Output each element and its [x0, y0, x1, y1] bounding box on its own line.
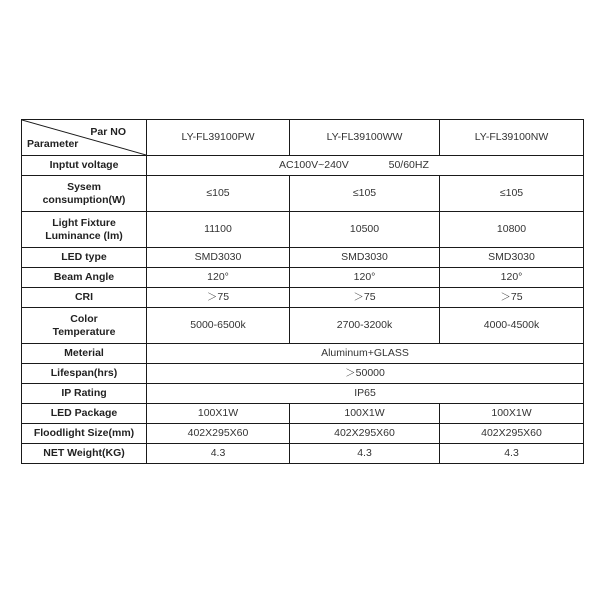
voltage-range: AC100V~240V [279, 159, 349, 171]
param-cri: CRI [22, 288, 147, 308]
table-row [22, 268, 584, 288]
table-row [22, 444, 584, 464]
param-system-consumption: Sysem consumption(W) [22, 176, 147, 212]
spec-sheet [21, 119, 583, 464]
model-header-ww: LY-FL39100WW [290, 120, 440, 156]
table-cell: 120° [147, 268, 290, 288]
lifespan-value: ＞50000 [147, 364, 584, 384]
table-cell: ≤105 [290, 176, 440, 212]
table-cell: 100X1W [290, 404, 440, 424]
table-cell: SMD3030 [440, 248, 584, 268]
param-floodlight-size: Floodlight Size(mm) [22, 424, 147, 444]
table-row [22, 404, 584, 424]
table-cell: 402X295X60 [290, 424, 440, 444]
param-beam-angle: Beam Angle [22, 268, 147, 288]
header-no-label: Par NO [90, 126, 126, 138]
table-cell: 120° [290, 268, 440, 288]
header-diagonal-cell [22, 120, 147, 156]
table-row [22, 424, 584, 444]
table-row [22, 384, 584, 404]
table-row [22, 364, 584, 384]
table-row [22, 308, 584, 344]
table-cell: ＞75 [147, 288, 290, 308]
table-row [22, 156, 584, 176]
table-row [22, 212, 584, 248]
table-cell: 4.3 [290, 444, 440, 464]
param-luminance: Light Fixture Luminance (lm) [22, 212, 147, 248]
table-row [22, 176, 584, 212]
param-material: Meterial [22, 344, 147, 364]
table-cell: 100X1W [440, 404, 584, 424]
table-row [22, 288, 584, 308]
table-cell: 2700-3200k [290, 308, 440, 344]
table-header-row [22, 120, 584, 156]
table-cell: 402X295X60 [440, 424, 584, 444]
table-row [22, 248, 584, 268]
table-cell: ＞75 [440, 288, 584, 308]
table-cell: ＞75 [290, 288, 440, 308]
table-cell: 11100 [147, 212, 290, 248]
material-value: Aluminum+GLASS [147, 344, 584, 364]
model-header-pw: LY-FL39100PW [147, 120, 290, 156]
input-voltage-value [147, 156, 584, 176]
header-parameter-label: Parameter [27, 138, 79, 150]
param-net-weight: NET Weight(KG) [22, 444, 147, 464]
param-lifespan: Lifespan(hrs) [22, 364, 147, 384]
table-cell: ≤105 [147, 176, 290, 212]
table-cell: SMD3030 [290, 248, 440, 268]
table-cell: ≤105 [440, 176, 584, 212]
ip-rating-value: IP65 [147, 384, 584, 404]
spec-table [21, 119, 584, 464]
table-cell: 10800 [440, 212, 584, 248]
table-cell: 100X1W [147, 404, 290, 424]
voltage-frequency: 50/60HZ [388, 159, 429, 171]
table-cell: 4.3 [147, 444, 290, 464]
param-color-temperature: Color Temperature [22, 308, 147, 344]
table-cell: 4000-4500k [440, 308, 584, 344]
model-header-nw: LY-FL39100NW [440, 120, 584, 156]
param-input-voltage: Inptut voltage [22, 156, 147, 176]
param-led-type: LED type [22, 248, 147, 268]
table-row [22, 344, 584, 364]
table-cell: SMD3030 [147, 248, 290, 268]
table-cell: 4.3 [440, 444, 584, 464]
param-led-package: LED Package [22, 404, 147, 424]
table-cell: 120° [440, 268, 584, 288]
param-ip-rating: IP Rating [22, 384, 147, 404]
table-cell: 10500 [290, 212, 440, 248]
table-cell: 402X295X60 [147, 424, 290, 444]
table-cell: 5000-6500k [147, 308, 290, 344]
